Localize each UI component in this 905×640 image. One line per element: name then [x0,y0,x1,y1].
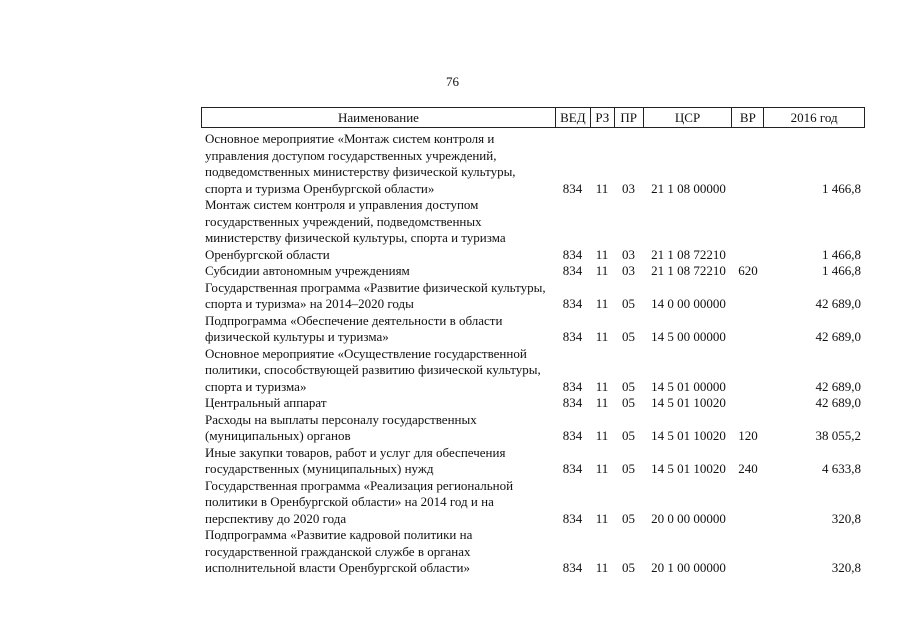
row-pr: 05 [622,329,635,344]
row-csr: 14 5 01 10020 [651,395,726,410]
row-name [201,197,555,263]
row-amount: 42 689,0 [815,296,861,311]
row-name-line: государственной гражданской службе в органах [205,543,471,559]
row-rz: 11 [595,180,609,196]
row-name-line: Государственная программа «Реализация региональной [205,477,514,493]
row-rz: 11 [595,510,609,526]
table-row [201,197,865,263]
row-pr: 05 [622,395,635,410]
budget-table [201,107,865,577]
row-ved: 834 [562,510,583,526]
row-name [201,395,555,412]
table-body [201,131,865,577]
header-vr: ВР [731,108,763,127]
row-rz: 11 [595,560,609,575]
row-name-line: государственных (муниципальных) нужд [205,461,434,476]
row-name-line: Центральный аппарат [205,395,327,410]
row-name-line: Монтаж систем контроля и управления доступом [205,197,479,212]
row-csr: 20 1 00 00000 [651,560,726,575]
row-ved: 834 [562,329,583,344]
row-amount: 320,8 [831,510,861,526]
row-name-line: министерству физической культуры, спорта и туризма [205,230,506,245]
row-csr: 14 5 00 00000 [651,329,726,344]
row-ved: 834 [562,296,583,311]
row-ved: 834 [562,180,583,196]
row-rz: 11 [595,395,609,410]
row-ved: 834 [562,263,583,278]
row-csr: 14 5 01 00000 [651,378,726,394]
row-name-line: политики, способствующей развитию физической культуры, [205,362,541,377]
header-pr: ПР [614,108,643,127]
row-amount: 1 466,8 [822,180,861,196]
row-amount: 42 689,0 [815,395,861,410]
row-amount: 4 633,8 [822,461,861,476]
header-name: Наименование [337,110,419,125]
row-name-line: спорта и туризма» [205,378,307,394]
row-csr: 14 0 00 00000 [651,296,726,311]
table-header [201,107,865,128]
row-pr: 03 [622,246,635,262]
row-rz: 11 [595,428,609,443]
table-row [201,527,865,577]
row-name-line: Государственная программа «Развитие физической культуры, [205,279,546,295]
row-name [201,346,555,396]
row-pr: 05 [622,428,635,443]
row-name [201,313,555,346]
row-name [201,263,555,280]
row-csr: 21 1 08 00000 [651,180,726,196]
table-row [201,280,865,313]
table-row [201,346,865,396]
row-csr: 20 0 00 00000 [651,510,726,526]
page-number: 76 [446,74,459,89]
row-name-line: Основное мероприятие «Монтаж систем контроля и [205,131,495,146]
row-vr: 620 [738,263,758,278]
row-name [201,478,555,528]
row-pr: 03 [622,180,635,196]
row-amount: 42 689,0 [815,329,861,344]
row-name-line: физической культуры и туризма» [205,329,389,344]
row-rz: 11 [595,461,609,476]
row-csr: 21 1 08 72210 [651,246,726,262]
table-row [201,313,865,346]
row-rz: 11 [595,296,609,311]
row-amount: 1 466,8 [822,263,861,278]
row-rz: 11 [595,378,609,394]
row-csr: 14 5 01 10020 [651,461,726,476]
row-csr: 14 5 01 10020 [651,428,726,443]
row-name [201,131,555,197]
row-name-line: политики в Оренбургской области» на 2014 год и на [205,494,494,509]
header-csr: ЦСР [643,108,732,127]
header-year: 2016 год [763,108,864,127]
row-amount: 42 689,0 [815,378,861,394]
row-ved: 834 [562,378,583,394]
row-pr: 05 [622,560,635,575]
row-pr: 05 [622,510,635,526]
row-ved: 834 [562,560,583,575]
row-rz: 11 [595,329,609,344]
table-row [201,478,865,528]
row-ved: 834 [562,395,583,410]
row-name-line: управления доступом государственных учреждений, [205,147,497,163]
row-rz: 11 [595,263,609,278]
header-rz: РЗ [590,108,614,127]
row-name-line: перспективу до 2020 года [205,510,347,526]
table-row [201,131,865,197]
row-name-line: подведомственных министерству физической культуры, [205,164,516,179]
row-vr: 120 [738,428,758,443]
row-name-line: государственных учреждений, подведомственных [205,213,482,229]
row-pr: 03 [622,263,635,278]
row-csr: 21 1 08 72210 [651,263,726,278]
row-name-line: Иные закупки товаров, работ и услуг для обеспечения [205,444,506,460]
row-name-line: Основное мероприятие «Осуществление государственной [205,345,527,361]
row-vr: 240 [738,461,758,476]
row-name-line: (муниципальных) органов [205,428,351,443]
row-name [201,445,555,478]
row-name-line: спорта и туризма Оренбургской области» [205,180,435,196]
row-name [201,527,555,577]
row-amount: 320,8 [831,560,861,575]
row-name-line: Подпрограмма «Обеспечение деятельности в области [205,312,503,328]
table-row [201,445,865,478]
row-name [201,412,555,445]
table-row [201,395,865,412]
header-ved: ВЕД [555,108,590,127]
row-pr: 05 [622,461,635,476]
row-amount: 38 055,2 [815,428,861,443]
row-name-line: Подпрограмма «Развитие кадровой политики на [205,527,473,542]
row-ved: 834 [562,246,583,262]
row-pr: 05 [622,296,635,311]
row-rz: 11 [595,246,609,262]
row-name-line: Оренбургской области [205,246,330,262]
row-name [201,280,555,313]
row-amount: 1 466,8 [822,246,861,262]
table-row [201,412,865,445]
row-ved: 834 [562,428,583,443]
row-name-line: Расходы на выплаты персоналу государственных [205,411,477,427]
row-name-line: спорта и туризма» на 2014–2020 годы [205,296,414,311]
row-pr: 05 [622,378,635,394]
row-name-line: Субсидии автономным учреждениям [205,263,410,278]
row-name-line: исполнительной власти Оренбургской области» [205,560,470,575]
row-ved: 834 [562,461,583,476]
table-row [201,263,865,280]
